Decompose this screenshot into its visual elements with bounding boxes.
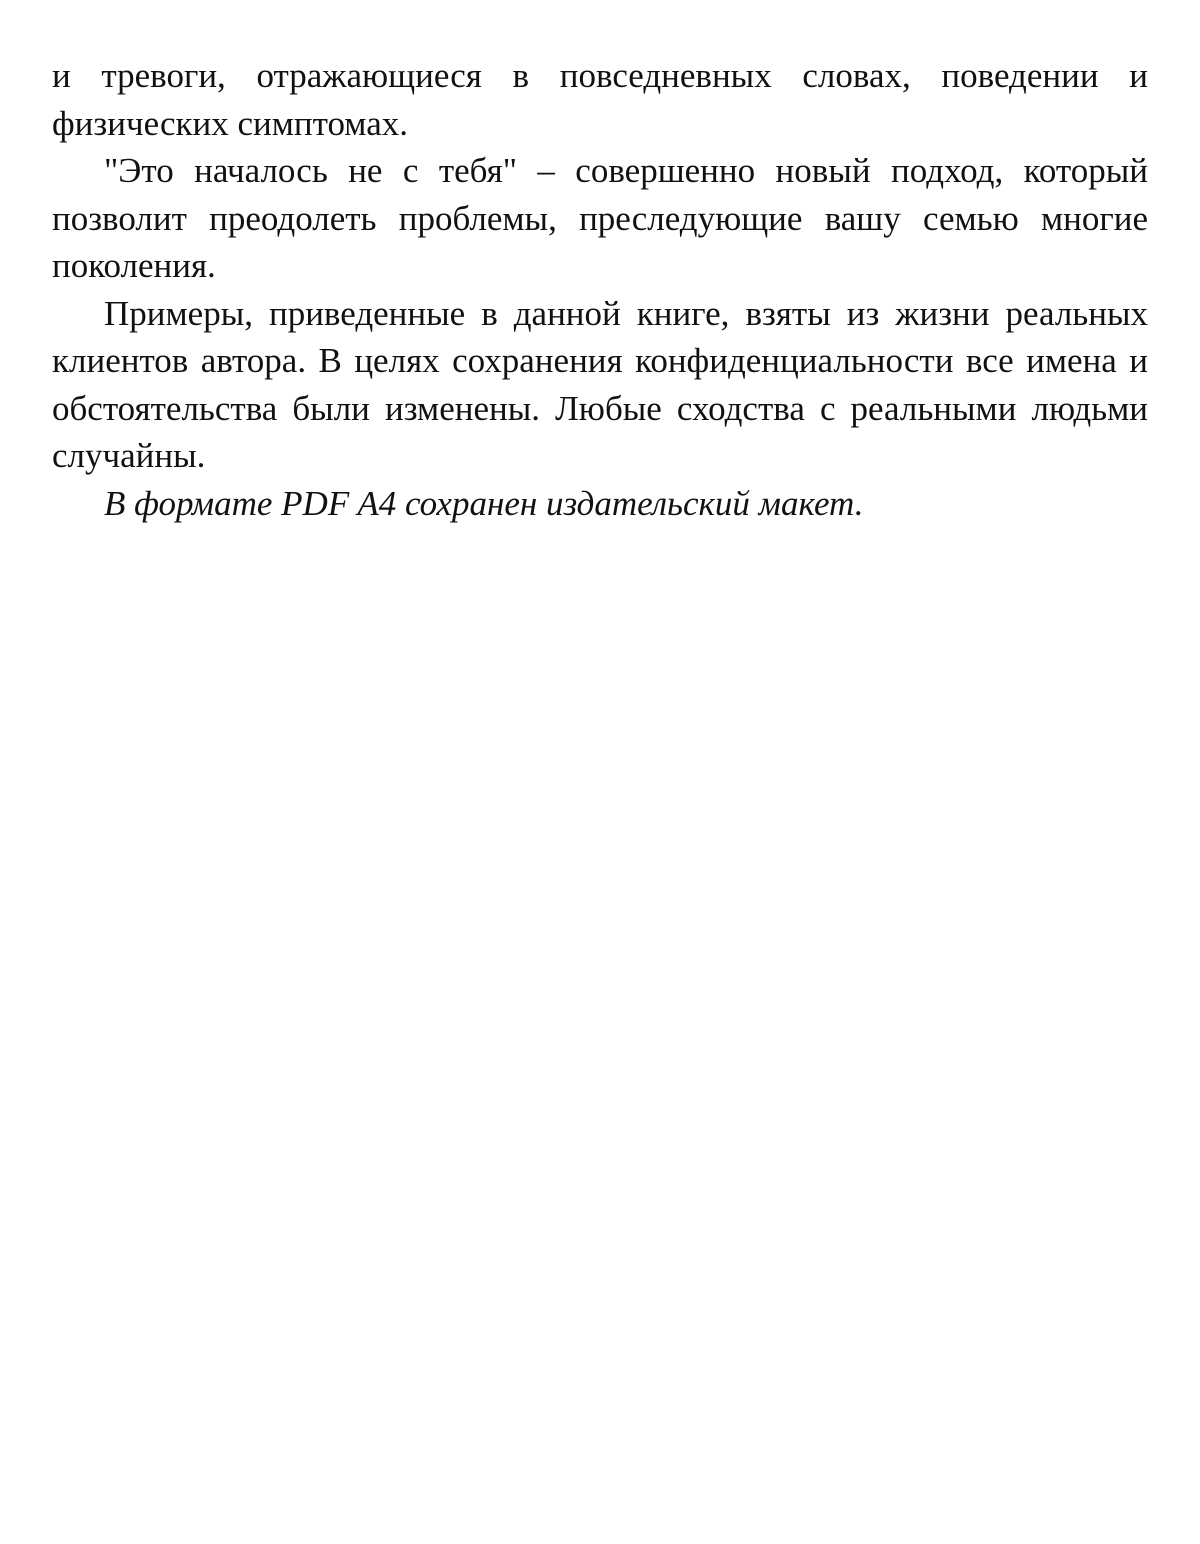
- paragraph-format-note: В формате PDF A4 сохранен издательский макет.: [104, 483, 864, 523]
- document-page: [52, 52, 1148, 527]
- paragraph-disclaimer: Примеры, приведенные в данной книге, взяты из жизни реальных клиентов автора. В целях сохранения конфиденциальности все имена и обстоятельства были изменены. Любые сходства с реальными людьми случайны.: [52, 293, 1148, 475]
- paragraph-continuation: и тревоги, отражающиеся в повседневных словах, поведении и физических симптомах.: [52, 56, 1148, 143]
- paragraph-book-approach: "Это началось не с тебя" – совершенно новый подход, который позволит преодолеть проблемы, преследующие вашу семью многие поколения.: [52, 151, 1148, 285]
